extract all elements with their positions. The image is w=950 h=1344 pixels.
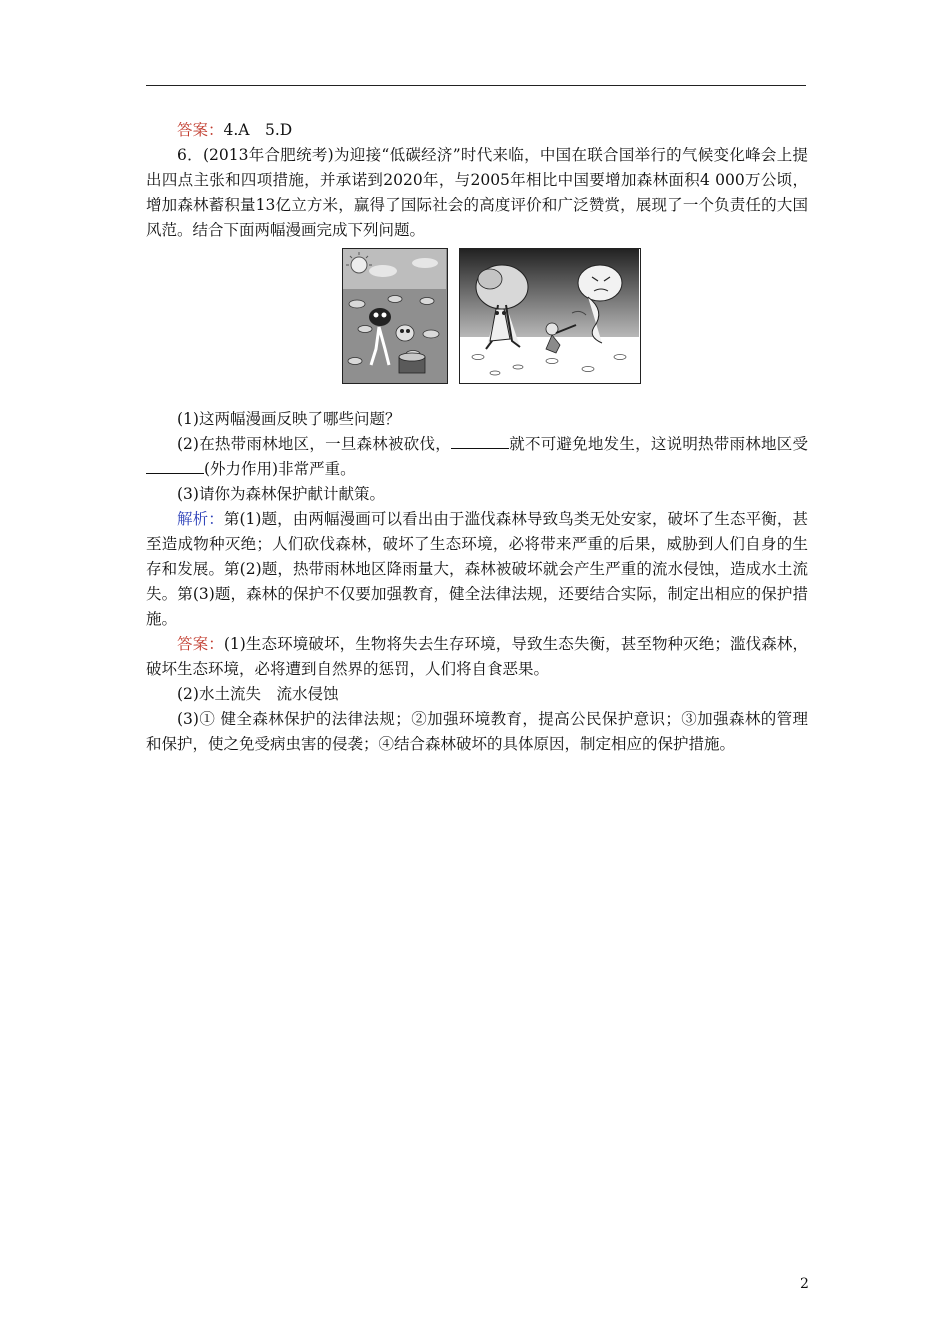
answer-4-5: 答案：4.A 5.D <box>177 121 293 139</box>
question-6-sub2: (2)在热带雨林地区，一旦森林被砍伐， 就不可避免地发生，这说明热带雨林地区受(外力作用)非常严重。 <box>146 432 808 482</box>
fill-blank-2[interactable] <box>146 459 204 474</box>
analysis-label: 解析： <box>177 510 224 528</box>
page-content <box>146 118 808 757</box>
analysis-paragraph: 解析：第(1)题，由两幅漫画可以看出由于滥伐森林导致鸟类无处安家，破坏了生态平衡，甚至造成物种灭绝；人们砍伐森林，破坏了生态环境，必将带来严重的后果，威胁到人们自身的生存和发展。第(2)题，热带雨林地区降雨量大，森林被破坏就会产生严重的流水侵蚀，造成水土流失。第(3)题，森林的保护不仅要加强教育，健全法律法规，还要结合实际，制定出相应的保护措施。 <box>146 510 808 628</box>
header-rule <box>146 85 806 86</box>
answer-6-part3: (3)① 健全森林保护的法律法规；②加强环境教育，提高公民保护意识；③加强森林的管理和保护，使之免受病虫害的侵袭；④结合森林破坏的具体原因，制定相应的保护措施。 <box>146 710 808 753</box>
cartoon-tree-storm-drawing <box>460 249 639 382</box>
cartoon-birds-stumps-drawing <box>343 249 446 382</box>
answer-label: 答案： <box>177 121 224 139</box>
fill-blank-1[interactable] <box>451 434 509 449</box>
cartoon-birds-stumps <box>342 248 448 384</box>
question-6-sub3: (3)请你为森林保护献计献策。 <box>177 485 385 503</box>
cartoon-figures <box>146 248 808 398</box>
answer-label: 答案： <box>177 635 224 653</box>
answer-6-part1: 答案：(1)生态环境破坏，生物将失去生存环境，导致生态失衡，甚至物种灭绝；滥伐森林，破坏生态环境，必将遭到自然界的惩罚，人们将自食恶果。 <box>146 635 808 678</box>
question-6-stem: 6．(2013年合肥统考)为迎接“低碳经济”时代来临，中国在联合国举行的气候变化峰会上提出四点主张和四项措施，并承诺到2020年，与2005年相比中国要增加森林面积4 000万公顷，增加森林蓄积量13亿立方米，赢得了国际社会的高度评价和广泛赞赏，展现了一个负责任的大国风范。结合下面两幅漫画完成下列问题。 <box>146 146 808 239</box>
answer-6-part2: (2)水土流失 流水侵蚀 <box>177 685 339 703</box>
cartoon-tree-storm <box>459 248 641 384</box>
page-number: 2 <box>800 1276 809 1292</box>
question-6-sub1: (1)这两幅漫画反映了哪些问题？ <box>177 410 401 428</box>
